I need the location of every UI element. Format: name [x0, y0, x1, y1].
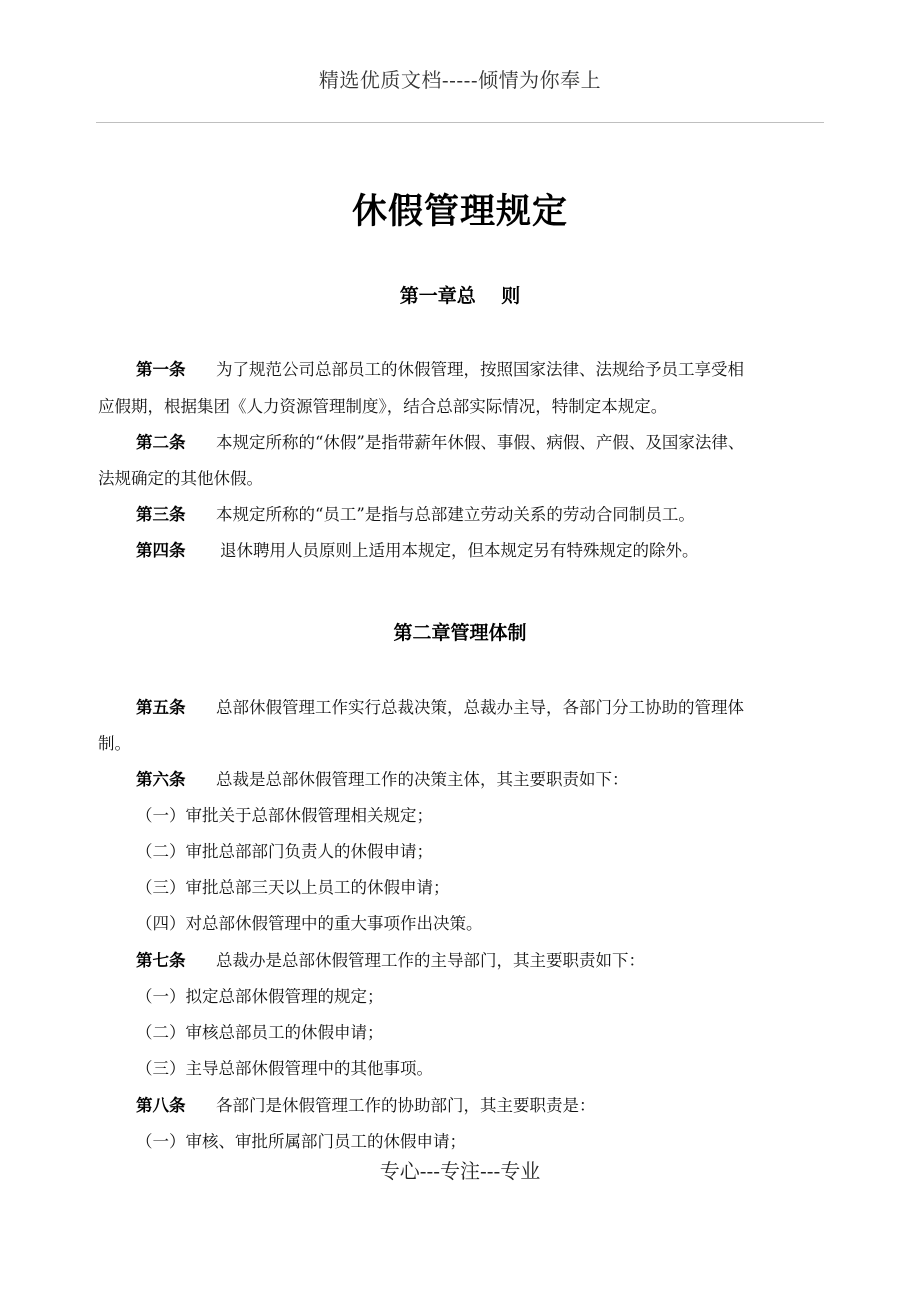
article-text-continued: 制。: [98, 734, 131, 753]
list-item: （二）审批总部部门负责人的休假申请；: [136, 842, 433, 861]
list-item: （三）审批总部三天以上员工的休假申请；: [136, 878, 450, 897]
header-divider: [96, 122, 824, 123]
article-label: 第七条: [136, 951, 186, 970]
article-text-continued: 法规确定的其他休假。: [98, 469, 263, 488]
article-text: 退休聘用人员原则上适用本规定，但本规定另有特殊规定的除外。: [220, 541, 699, 560]
article-paragraph: [136, 1094, 596, 1118]
article-paragraph: [136, 503, 695, 527]
article-label: 第四条: [136, 541, 186, 560]
article-text: 本规定所称的“休假”是指带薪年休假、事假、病假、产假、及国家法律、: [216, 433, 745, 452]
article-paragraph: [136, 768, 629, 792]
list-item: （三）主导总部休假管理中的其他事项。: [136, 1059, 433, 1078]
header-text: 精选优质文档-----倾情为你奉上: [318, 68, 602, 92]
list-item: （一）拟定总部休假管理的规定；: [136, 987, 384, 1006]
list-item: （一）审核、审批所属部门员工的休假申请；: [136, 1132, 466, 1151]
article-label: 第二条: [136, 433, 186, 452]
article-label: 第三条: [136, 505, 186, 524]
list-item: （四）对总部休假管理中的重大事项作出决策。: [136, 914, 483, 933]
article-text-continued: 应假期，根据集团《人力资源管理制度》，结合总部实际情况，特制定本规定。: [98, 397, 668, 416]
article-paragraph: [136, 539, 699, 563]
article-paragraph: [136, 696, 744, 720]
article-label: 第六条: [136, 770, 186, 789]
article-text: 为了规范公司总部员工的休假管理，按照国家法律、法规给予员工享受相: [216, 360, 744, 379]
article-text: 各部门是休假管理工作的协助部门，其主要职责是：: [216, 1096, 596, 1115]
article-text: 本规定所称的“员工”是指与总部建立劳动关系的劳动合同制员工。: [216, 505, 695, 524]
article-label: 第一条: [136, 360, 186, 379]
page-footer: 专心---专注---专业: [379, 1159, 541, 1183]
list-item: （一）审批关于总部休假管理相关规定；: [136, 806, 433, 825]
article-text: 总裁是总部休假管理工作的决策主体，其主要职责如下：: [216, 770, 629, 789]
chapter-heading: 第二章管理体制: [393, 622, 527, 644]
list-item: （二）审核总部员工的休假申请；: [136, 1023, 384, 1042]
article-text: 总部休假管理工作实行总裁决策，总裁办主导，各部门分工协助的管理体: [216, 698, 744, 717]
article-paragraph: [136, 431, 744, 455]
chapter-heading: 第一章总 则: [399, 285, 521, 307]
article-label: 第五条: [136, 698, 186, 717]
article-text: 总裁办是总部休假管理工作的主导部门，其主要职责如下：: [216, 951, 645, 970]
article-paragraph: [136, 949, 645, 973]
article-label: 第八条: [136, 1096, 186, 1115]
article-paragraph: [136, 358, 744, 382]
document-title: 休假管理规定: [351, 192, 568, 232]
